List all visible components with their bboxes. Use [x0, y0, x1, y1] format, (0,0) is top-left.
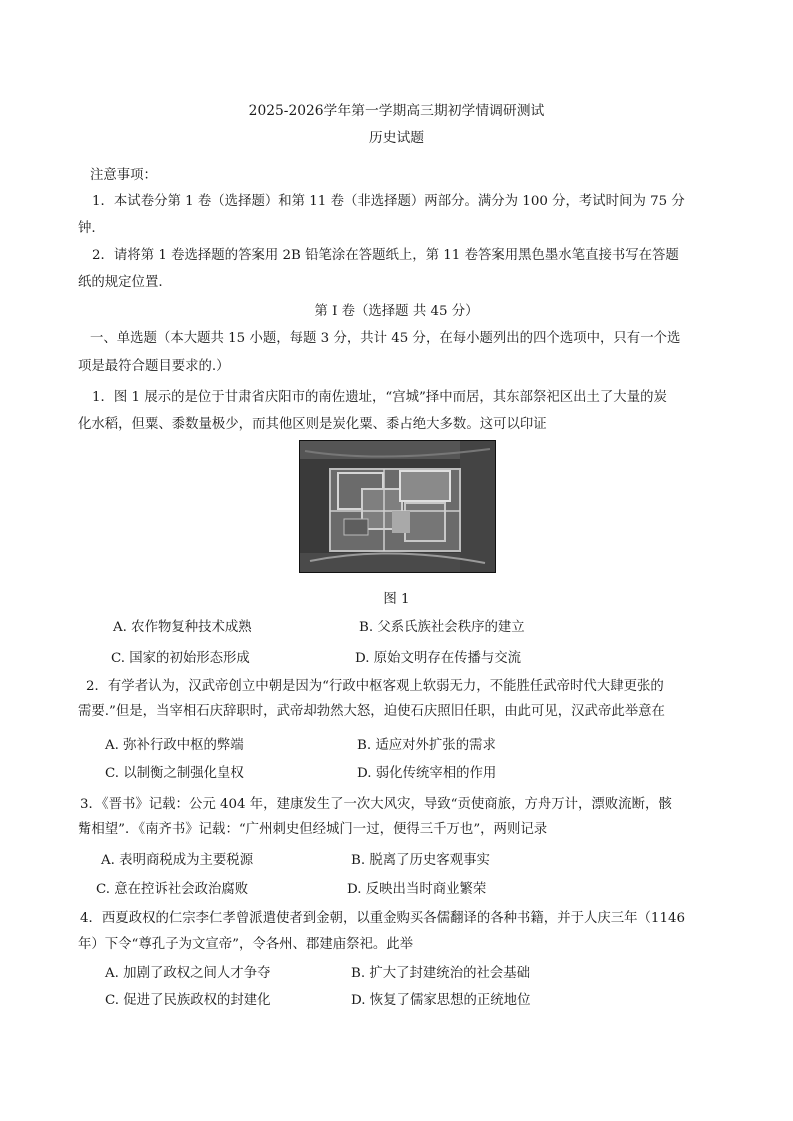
question-3-option-b[interactable]: B. 脱离了历史客观事实	[351, 853, 490, 868]
question-2-option-d[interactable]: D. 弱化传统宰相的作用	[357, 766, 497, 781]
question-2-option-a[interactable]: A. 弥补行政中枢的弊端	[105, 738, 244, 753]
question-3-option-a[interactable]: A. 表明商税成为主要税源	[101, 853, 254, 868]
site-aerial-image	[300, 441, 495, 572]
question-2-stem: 2．有学者认为，汉武帝创立中朝是因为“行政中枢客观上软弱无力，不能胜任武帝时代大肆更张的	[86, 679, 664, 694]
section-heading: 第 I 卷（选择题 共 45 分）	[314, 304, 479, 319]
question-4-stem-cont: 年）下令“尊孔子为文宣帝”，令各州、郡建庙祭祀。此举	[78, 937, 414, 952]
question-2-stem-cont: 需要.”但是，当宰相石庆辞职时，武帝却勃然大怒，迫使石庆照旧任职，由此可见，汉武帝此举意在	[78, 704, 665, 719]
question-3-option-c[interactable]: C. 意在控诉社会政治腐败	[96, 882, 249, 897]
question-3-option-d[interactable]: D. 反映出当时商业繁荣	[347, 882, 487, 897]
question-1-option-d[interactable]: D. 原始文明存在传播与交流	[355, 651, 522, 666]
question-1-option-a[interactable]: A. 农作物复种技术成熟	[113, 620, 252, 635]
question-3-stem-cont: 觜相望”．《南齐书》记载：“广州刺史但经城门一过，便得三千万也”，两则记录	[78, 822, 548, 837]
question-4-option-b[interactable]: B. 扩大了封建统治的社会基础	[351, 966, 531, 981]
question-1-option-c[interactable]: C. 国家的初始形态形成	[111, 651, 250, 666]
notice-item-1: 1．本试卷分第 1 卷（选择题）和第 11 卷（非选择题）两部分。满分为 100 分，考试时间为 75 分	[92, 194, 685, 209]
section-intro: 一、单选题（本大题共 15 小题，每题 3 分，共计 45 分，在每小题列出的四个选项中，只有一个选	[90, 331, 681, 346]
question-1-option-b[interactable]: B. 父系氏族社会秩序的建立	[359, 620, 525, 635]
exam-title: 2025-2026学年第一学期高三期初学情调研测试	[248, 103, 545, 119]
section-intro-cont: 项是最符合题目要求的.）	[78, 359, 230, 374]
figure-caption: 图 1	[383, 592, 410, 607]
question-3-stem: 3．《晋书》记载：公元 404 年，建康发生了一次大风灾，导致“贡使商旅，方舟万计，漂败流断，骸	[80, 797, 672, 812]
question-2-option-c[interactable]: C. 以制衡之制强化皇权	[105, 766, 244, 781]
question-2-option-b[interactable]: B. 适应对外扩张的需求	[357, 738, 496, 753]
question-4-stem: 4．西夏政权的仁宗李仁孝曾派遣使者到金朝，以重金购买各儒翻译的各种书籍，并于人庆三年（1146	[80, 911, 686, 926]
exam-subject: 历史试题	[368, 130, 425, 146]
notice-item-1-cont: 钟.	[78, 221, 96, 236]
question-4-option-a[interactable]: A. 加剧了政权之间人才争夺	[105, 966, 271, 981]
notice-item-2-cont: 纸的规定位置.	[78, 275, 163, 290]
notice-item-2: 2．请将第 1 卷选择题的答案用 2B 铅笔涂在答题纸上，第 11 卷答案用黑色墨水笔直接书写在答题	[92, 248, 679, 263]
site-aerial-photo	[299, 440, 496, 573]
question-1-stem: 1．图 1 展示的是位于甘肃省庆阳市的南佐遗址，“宫城”择中而居，其东部祭祀区出土了大量的炭	[92, 390, 667, 405]
question-4-option-d[interactable]: D. 恢复了儒家思想的正统地位	[351, 993, 531, 1008]
notice-heading: 注意事项：	[90, 168, 157, 183]
question-1-stem-cont: 化水稻，但粟、黍数量极少，而其他区则是炭化粟、黍占绝大多数。这可以印证	[78, 417, 547, 432]
question-4-option-c[interactable]: C. 促进了民族政权的封建化	[105, 993, 271, 1008]
